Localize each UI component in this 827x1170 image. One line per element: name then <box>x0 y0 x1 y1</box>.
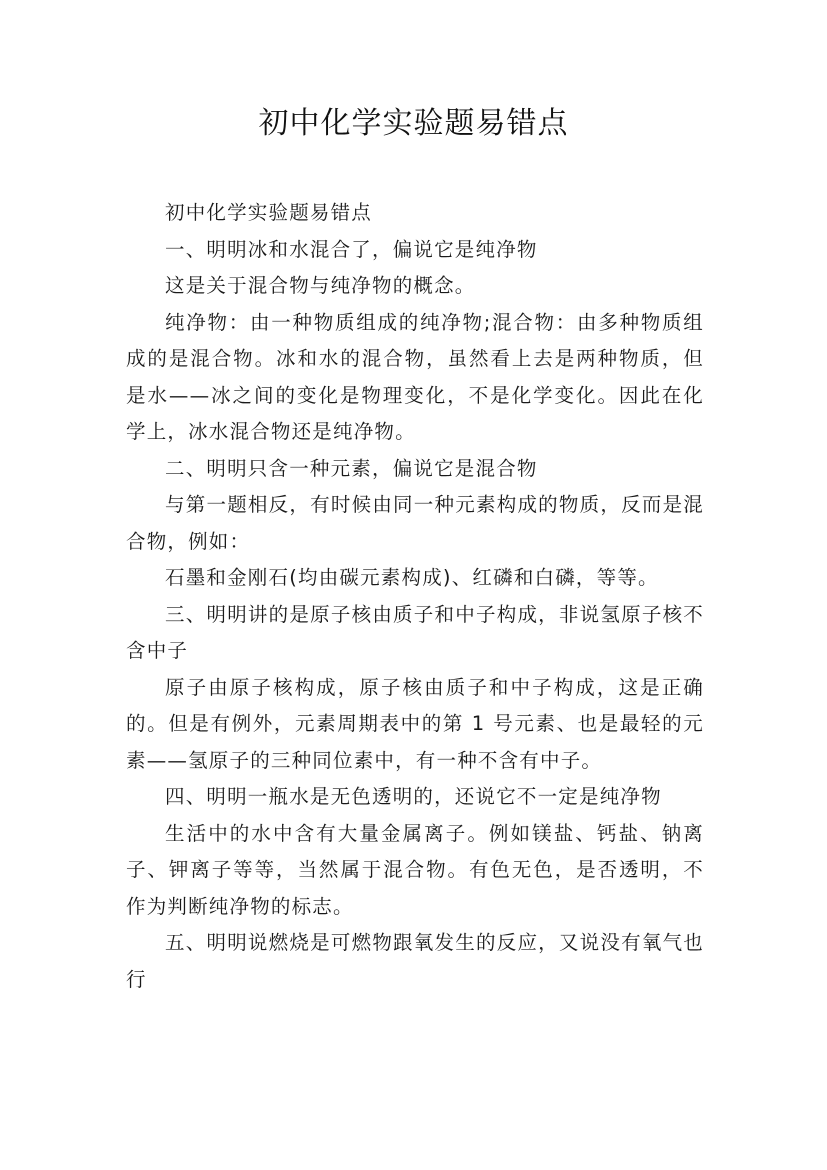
paragraph: 三、明明讲的是原子核由质子和中子构成，非说氢原子核不含中子 <box>126 602 704 662</box>
paragraph: 生活中的水中含有大量金属离子。例如镁盐、钙盐、钠离子、钾离子等等，当然属于混合物。有色无色，是否透明，不作为判断纯净物的标志。 <box>126 821 704 918</box>
paragraph: 与第一题相反，有时候由同一种元素构成的物质，反而是混合物，例如： <box>126 493 704 553</box>
document-title: 初中化学实验题易错点 <box>258 106 569 141</box>
paragraph: 初中化学实验题易错点 <box>165 201 373 224</box>
paragraph: 纯净物：由一种物质组成的纯净物;混合物：由多种物质组成的是混合物。冰和水的混合物，虽然看上去是两种物质，但是水——冰之间的变化是物理变化，不是化学变化。因此在化学上，冰水混合物还是纯净物。 <box>126 310 704 443</box>
paragraph: 四、明明一瓶水是无色透明的，还说它不一定是纯净物 <box>165 785 662 808</box>
paragraph: 一、明明冰和水混合了，偏说它是纯净物 <box>165 237 538 261</box>
document-body <box>126 195 704 998</box>
paragraph: 原子由原子核构成，原子核由质子和中子构成，这是正确的。但是有例外，元素周期表中的第 1 号元素、也是最轻的元素——氢原子的三种同位素中，有一种不含有中子。 <box>126 675 704 772</box>
paragraph: 这是关于混合物与纯净物的概念。 <box>165 274 476 297</box>
paragraph: 五、明明说燃烧是可燃物跟氧发生的反应，又说没有氧气也行 <box>126 931 704 991</box>
paragraph: 石墨和金刚石(均由碳元素构成)、红磷和白磷，等等。 <box>165 566 659 589</box>
paragraph: 二、明明只含一种元素，偏说它是混合物 <box>165 456 538 480</box>
